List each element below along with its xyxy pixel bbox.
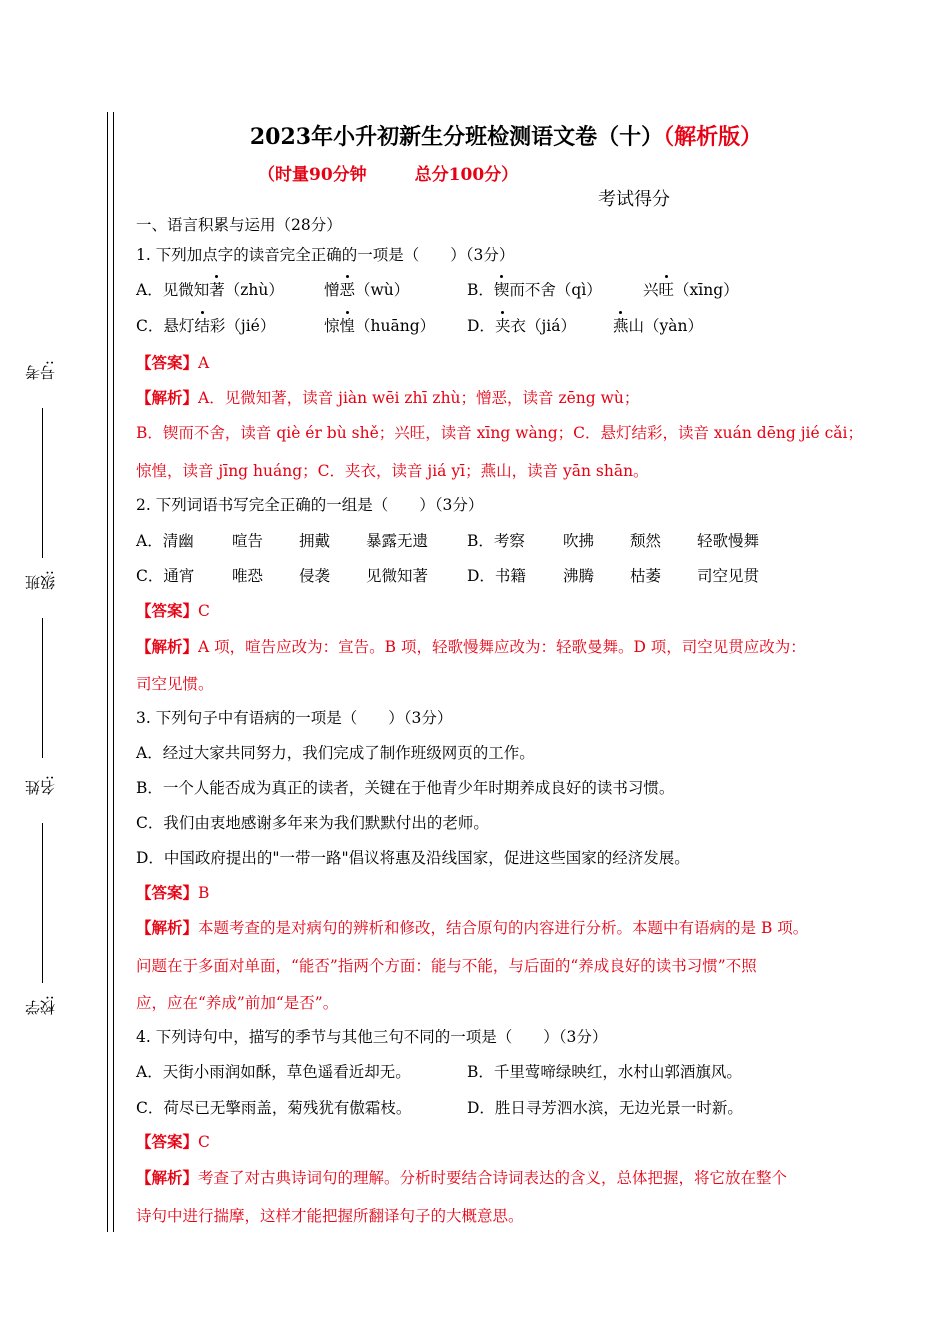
q2-word: 沸腾 bbox=[563, 567, 595, 585]
q4-option-b[interactable]: B．千里莺啼绿映红，水村山郭酒旗风。 bbox=[467, 1063, 742, 1081]
q1-option-a-word2: 憎恶（wù） bbox=[324, 281, 410, 299]
q2-option-a[interactable]: A．清幽 bbox=[136, 532, 194, 550]
q4-option-a[interactable]: A．天街小雨润如酥，草色遥看近却无。 bbox=[136, 1063, 411, 1081]
q2-option-d[interactable]: D．书籍 bbox=[467, 567, 526, 585]
q3-option-b[interactable]: B．一个人能否成为真正的读者，关键在于他青少年时期养成良好的读书习惯。 bbox=[136, 779, 675, 797]
exam-info bbox=[258, 160, 518, 185]
total-score: 总分100分） bbox=[414, 165, 519, 185]
q1-option-d[interactable]: D．夹衣（jiá） bbox=[467, 317, 576, 335]
q2-word: 侵袭 bbox=[299, 567, 331, 585]
binding-line-inner bbox=[113, 112, 114, 1232]
q3-answer: 【答案】B bbox=[136, 883, 210, 902]
time-limit: （时量90分钟 bbox=[258, 165, 367, 185]
q1-option-c-word2: 惊惶（huāng） bbox=[324, 317, 436, 335]
q1-d2-dotted-char: 燕 bbox=[613, 317, 629, 335]
q4-analysis-line-2: 诗句中进行揣摩，这样才能把握所翻译句子的大概意思。 bbox=[136, 1207, 524, 1225]
q1-option-a[interactable]: A．见微知著（zhù） bbox=[136, 281, 284, 299]
q1-c-dotted-char: 结 bbox=[194, 317, 210, 335]
name-underline bbox=[42, 823, 43, 983]
q3-analysis-line-1: 【解析】本题考查的是对病句的辨析和修改，结合原句的内容进行分析。本题中有语病的是 B 项。 bbox=[136, 918, 809, 937]
q1-option-b-word2: 兴旺（xīng） bbox=[643, 281, 739, 299]
q1-option-b[interactable]: B．锲而不舍（qì） bbox=[467, 281, 602, 299]
q2-analysis-line-1: 【解析】A 项，喧告应改为：宣告。B 项，轻歌慢舞应改为：轻歌曼舞。D 项，司空见贯应改为： bbox=[136, 637, 806, 656]
q2-word: 拥戴 bbox=[299, 532, 331, 550]
q1-option-c[interactable]: C．悬灯结彩（jié） bbox=[136, 317, 276, 335]
q4-stem: 4. 下列诗句中，描写的季节与其他三句不同的一项是（ ）（3分） bbox=[136, 1028, 608, 1046]
q1-b2-dotted-char: 旺 bbox=[658, 281, 675, 299]
q1-b-dotted-char: 锲 bbox=[493, 281, 510, 299]
name-label: 姓名: bbox=[24, 775, 57, 796]
exam-number-label: 考号: bbox=[24, 360, 57, 381]
class-underline bbox=[42, 618, 43, 758]
q2-option-b[interactable]: B．考察 bbox=[467, 532, 525, 550]
q2-word: 司空见贯 bbox=[697, 567, 760, 585]
q1-option-d-word2: 燕山（yàn） bbox=[613, 317, 704, 335]
q4-option-c[interactable]: C．荷尽已无擎雨盖，菊残犹有傲霜枝。 bbox=[136, 1099, 412, 1117]
q4-option-d[interactable]: D．胜日寻芳泗水滨，无边光景一时新。 bbox=[467, 1099, 743, 1117]
binding-line-outer bbox=[107, 112, 108, 1232]
q2-word: 暴露无遗 bbox=[366, 532, 429, 550]
q3-analysis-line-3: 应，应在“养成”前加“是否”。 bbox=[136, 994, 339, 1012]
q1-a-dotted-char: 著 bbox=[209, 281, 225, 299]
q2-option-c[interactable]: C．通宵 bbox=[136, 567, 195, 585]
q2-analysis-line-2: 司空见惯。 bbox=[136, 675, 214, 693]
q2-stem: 2. 下列词语书写完全正确的一组是（ ）（3分） bbox=[136, 496, 484, 514]
q1-analysis-line-3: 惊惶，读音 jīng huáng；C．夹衣，读音 jiá yī；燕山，读音 yān shān。 bbox=[136, 462, 649, 480]
q3-analysis-line-2: 问题在于多面对单面，“能否”指两个方面：能与不能，与后面的“养成良好的读书习惯”不照 bbox=[136, 957, 757, 975]
q1-stem: 1. 下列加点字的读音完全正确的一项是（ ）（3分） bbox=[136, 246, 515, 264]
school-label: 学校: bbox=[24, 995, 57, 1016]
exam-number-underline bbox=[42, 408, 43, 558]
title-main: 2023年小升初新生分班检测语文卷（十） bbox=[249, 124, 664, 150]
page-title bbox=[136, 120, 876, 151]
q1-a2-dotted-char: 恶 bbox=[339, 281, 356, 299]
q3-option-a[interactable]: A．经过大家共同努力，我们完成了制作班级网页的工作。 bbox=[136, 744, 535, 762]
q3-option-d[interactable]: D．中国政府提出的"一带一路"倡议将惠及沿线国家，促进这些国家的经济发展。 bbox=[136, 849, 690, 867]
q2-word: 颓然 bbox=[630, 532, 662, 550]
class-label: 班级: bbox=[24, 570, 57, 591]
q3-option-c[interactable]: C．我们由衷地感谢多年来为我们默默付出的老师。 bbox=[136, 814, 489, 832]
section-heading: 一、语言积累与运用（28分） bbox=[136, 216, 342, 234]
q2-word: 轻歌慢舞 bbox=[697, 532, 760, 550]
q4-analysis-line-1: 【解析】考查了对古典诗词句的理解。分析时要结合诗词表达的含义，总体把握，将它放在整个 bbox=[136, 1168, 788, 1187]
q2-word: 见微知著 bbox=[366, 567, 429, 585]
q2-word: 吹拂 bbox=[563, 532, 595, 550]
q1-analysis-line-1: 【解析】A．见微知著，读音 jiàn wēi zhī zhù；憎恶，读音 zēng wù； bbox=[136, 388, 640, 407]
q2-word: 枯萎 bbox=[630, 567, 662, 585]
q1-d-dotted-char: 夹 bbox=[494, 317, 511, 335]
q2-word: 喧告 bbox=[232, 532, 264, 550]
title-suffix: （解析版） bbox=[663, 124, 763, 150]
q1-answer: 【答案】A bbox=[136, 353, 210, 372]
q3-stem: 3. 下列句子中有语病的一项是（ ）（3分） bbox=[136, 709, 453, 727]
q1-c2-dotted-char: 惶 bbox=[339, 317, 356, 335]
score-label: 考试得分 bbox=[598, 189, 670, 210]
q4-answer: 【答案】C bbox=[136, 1132, 210, 1151]
q1-analysis-line-2: B．锲而不舍，读音 qiè ér bù shě；兴旺，读音 xīng wàng；C．悬灯结彩，读音 xuán dēng jié cǎi； bbox=[136, 424, 863, 442]
q2-word: 唯恐 bbox=[232, 567, 264, 585]
q2-answer: 【答案】C bbox=[136, 601, 210, 620]
